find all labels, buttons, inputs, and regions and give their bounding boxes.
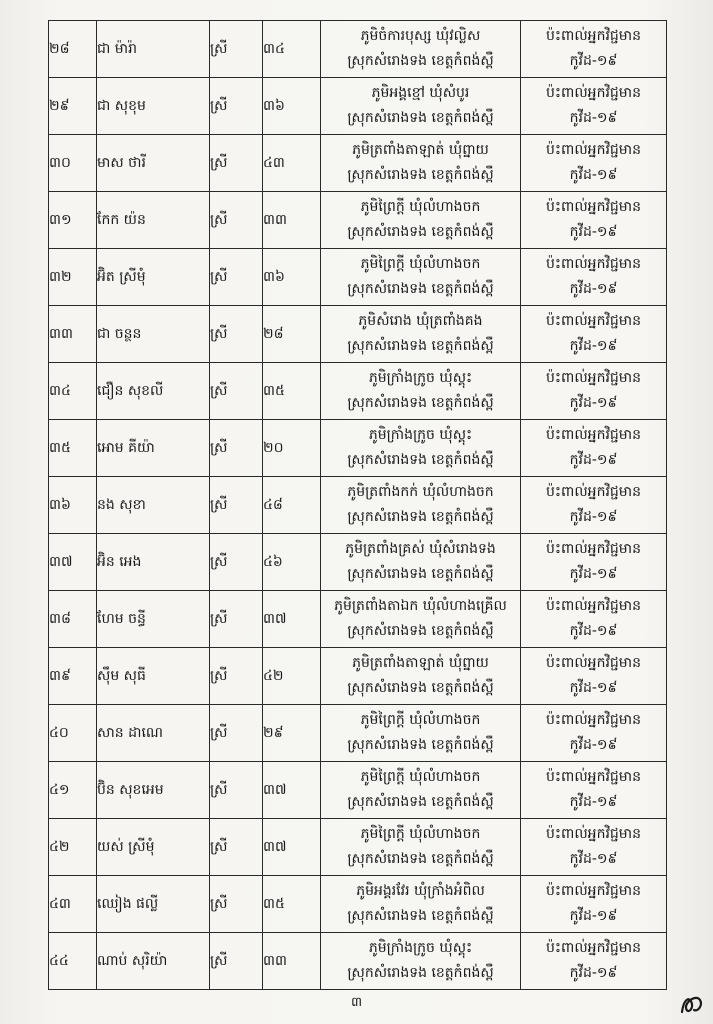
table-row — [49, 192, 667, 249]
status-cell — [521, 78, 667, 135]
row-number-cell: ២៨ — [49, 21, 97, 78]
status-cell — [521, 648, 667, 705]
sex-cell: ស្រី — [210, 135, 263, 192]
table-body — [49, 21, 667, 990]
address-cell — [321, 21, 521, 78]
name-cell: អ៊ិត ស្រីមុំ — [97, 249, 210, 306]
status-cell — [521, 534, 667, 591]
sex-cell: ស្រី — [210, 420, 263, 477]
case-list-table — [48, 20, 667, 990]
name-cell: ជឿន សុខលី — [97, 363, 210, 420]
address-district-province: ស្រុកសំរោងទង ខេត្តកំពង់ស្ពឺ — [347, 737, 494, 753]
name-cell: ជា សុខុម — [97, 78, 210, 135]
address-cell — [321, 306, 521, 363]
status-contact-text: ប៉ះពាល់អ្នកវិជ្ជមាន — [545, 199, 642, 215]
status-disease-text: កូវីដ-១៩ — [569, 794, 618, 810]
status-disease-text: កូវីដ-១៩ — [569, 908, 618, 924]
address-cell — [321, 819, 521, 876]
row-number-cell: ៣៣ — [49, 306, 97, 363]
status-cell — [521, 306, 667, 363]
address-district-province: ស្រុកសំរោងទង ខេត្តកំពង់ស្ពឺ — [347, 281, 494, 297]
status-disease-text: កូវីដ-១៩ — [569, 281, 618, 297]
address-district-province: ស្រុកសំរោងទង ខេត្តកំពង់ស្ពឺ — [347, 395, 494, 411]
status-cell — [521, 876, 667, 933]
address-village-commune: ភូមិព្រៃក្ដី ឃុំលំហាងចក — [360, 826, 481, 842]
status-contact-text: ប៉ះពាល់អ្នកវិជ្ជមាន — [545, 484, 642, 500]
sex-cell: ស្រី — [210, 876, 263, 933]
address-village-commune: ភូមិព្រៃក្ដី ឃុំលំហាងចក — [360, 256, 481, 272]
status-disease-text: កូវីដ-១៩ — [569, 338, 618, 354]
sex-cell: ស្រី — [210, 363, 263, 420]
table-row — [49, 591, 667, 648]
table-row — [49, 135, 667, 192]
status-cell — [521, 420, 667, 477]
address-village-commune: ភូមិសំរោង ឃុំត្រពាំងគង — [358, 313, 483, 329]
age-cell: ៣៦ — [263, 78, 321, 135]
status-contact-text: ប៉ះពាល់អ្នកវិជ្ជមាន — [545, 598, 642, 614]
sex-cell: ស្រី — [210, 249, 263, 306]
status-contact-text: ប៉ះពាល់អ្នកវិជ្ជមាន — [545, 769, 642, 785]
age-cell: ៣៧ — [263, 819, 321, 876]
status-cell — [521, 591, 667, 648]
age-cell: ៣៧ — [263, 762, 321, 819]
table-row — [49, 534, 667, 591]
row-number-cell: ៣៦ — [49, 477, 97, 534]
row-number-cell: ៣៤ — [49, 363, 97, 420]
status-cell — [521, 762, 667, 819]
name-cell: កែក យ៉ន — [97, 192, 210, 249]
status-disease-text: កូវីដ-១៩ — [569, 680, 618, 696]
age-cell: ៤៣ — [263, 135, 321, 192]
address-district-province: ស្រុកសំរោងទង ខេត្តកំពង់ស្ពឺ — [347, 509, 494, 525]
sex-cell: ស្រី — [210, 477, 263, 534]
sex-cell: ស្រី — [210, 534, 263, 591]
status-cell — [521, 477, 667, 534]
table-row — [49, 363, 667, 420]
status-contact-text: ប៉ះពាល់អ្នកវិជ្ជមាន — [545, 883, 642, 899]
address-cell — [321, 876, 521, 933]
address-district-province: ស្រុកសំរោងទង ខេត្តកំពង់ស្ពឺ — [347, 566, 494, 582]
sex-cell: ស្រី — [210, 819, 263, 876]
sex-cell: ស្រី — [210, 933, 263, 990]
name-cell: ហែម ចន្ធី — [97, 591, 210, 648]
status-contact-text: ប៉ះពាល់អ្នកវិជ្ជមាន — [545, 370, 642, 386]
table-row — [49, 249, 667, 306]
row-number-cell: ៤៣ — [49, 876, 97, 933]
address-cell — [321, 705, 521, 762]
status-contact-text: ប៉ះពាល់អ្នកវិជ្ជមាន — [545, 313, 642, 329]
address-cell — [321, 762, 521, 819]
row-number-cell: ៤១ — [49, 762, 97, 819]
status-cell — [521, 933, 667, 990]
name-cell: អោម គីយ៉ា — [97, 420, 210, 477]
table-row — [49, 21, 667, 78]
status-disease-text: កូវីដ-១៩ — [569, 452, 618, 468]
address-cell — [321, 78, 521, 135]
status-contact-text: ប៉ះពាល់អ្នកវិជ្ជមាន — [545, 256, 642, 272]
address-district-province: ស្រុកសំរោងទង ខេត្តកំពង់ស្ពឺ — [347, 338, 494, 354]
age-cell: ៤៦ — [263, 534, 321, 591]
table-row — [49, 819, 667, 876]
row-number-cell: ៣២ — [49, 249, 97, 306]
sex-cell: ស្រី — [210, 21, 263, 78]
status-disease-text: កូវីដ-១៩ — [569, 167, 618, 183]
status-disease-text: កូវីដ-១៩ — [569, 53, 618, 69]
address-village-commune: ភូមិព្រៃក្ដី ឃុំលំហាងចក — [360, 769, 481, 785]
name-cell: ណាប់ សុរិយ៉ា — [97, 933, 210, 990]
table-row — [49, 306, 667, 363]
table-row — [49, 762, 667, 819]
age-cell: ៤៨ — [263, 477, 321, 534]
address-district-province: ស្រុកសំរោងទង ខេត្តកំពង់ស្ពឺ — [347, 794, 494, 810]
address-cell — [321, 933, 521, 990]
name-cell: ជា ម៉ារ៉ា — [97, 21, 210, 78]
row-number-cell: ៤៤ — [49, 933, 97, 990]
address-district-province: ស្រុកសំរោងទង ខេត្តកំពង់ស្ពឺ — [347, 110, 494, 126]
address-village-commune: ភូមិក្រាំងក្រូច ឃុំស្គុះ — [368, 427, 473, 443]
row-number-cell: ២៩ — [49, 78, 97, 135]
status-contact-text: ប៉ះពាល់អ្នកវិជ្ជមាន — [545, 85, 642, 101]
row-number-cell: ៣០ — [49, 135, 97, 192]
status-disease-text: កូវីដ-១៩ — [569, 623, 618, 639]
address-village-commune: ភូមិចំការបុស្ស ឃុំវល្លិស — [360, 28, 481, 44]
table-row — [49, 78, 667, 135]
sex-cell: ស្រី — [210, 591, 263, 648]
address-village-commune: ភូមិអង្គខ្មៅ ឃុំសំបូរ — [371, 85, 470, 101]
address-village-commune: ភូមិក្រាំងក្រូច ឃុំស្គុះ — [368, 940, 473, 956]
row-number-cell: ៣៩ — [49, 648, 97, 705]
status-disease-text: កូវីដ-១៩ — [569, 737, 618, 753]
status-contact-text: ប៉ះពាល់អ្នកវិជ្ជមាន — [545, 712, 642, 728]
status-contact-text: ប៉ះពាល់អ្នកវិជ្ជមាន — [545, 427, 642, 443]
address-village-commune: ភូមិត្រពាំងកក់ ឃុំលំហាងចក — [347, 484, 494, 500]
age-cell: ៣៤ — [263, 21, 321, 78]
status-disease-text: កូវីដ-១៩ — [569, 224, 618, 240]
address-district-province: ស្រុកសំរោងទង ខេត្តកំពង់ស្ពឺ — [347, 224, 494, 240]
status-contact-text: ប៉ះពាល់អ្នកវិជ្ជមាន — [545, 940, 642, 956]
row-number-cell: ៣៧ — [49, 534, 97, 591]
name-cell: មាស ថារី — [97, 135, 210, 192]
address-village-commune: ភូមិត្រពាំងតាឡាត់ ឃុំព្នាយ — [352, 142, 489, 158]
address-district-province: ស្រុកសំរោងទង ខេត្តកំពង់ស្ពឺ — [347, 452, 494, 468]
age-cell: ៣៣ — [263, 192, 321, 249]
address-village-commune: ភូមិត្រពាំងតាឯក ឃុំលំហាងគ្រើល — [334, 598, 507, 614]
age-cell: ៣៧ — [263, 591, 321, 648]
table-row — [49, 420, 667, 477]
sex-cell: ស្រី — [210, 78, 263, 135]
status-contact-text: ប៉ះពាល់អ្នកវិជ្ជមាន — [545, 142, 642, 158]
age-cell: ៣៣ — [263, 933, 321, 990]
name-cell: ប៊ិន សុខអេម — [97, 762, 210, 819]
status-cell — [521, 135, 667, 192]
sex-cell: ស្រី — [210, 306, 263, 363]
name-cell: នង សុខា — [97, 477, 210, 534]
address-village-commune: ភូមិព្រៃក្ដី ឃុំលំហាងចក — [360, 712, 481, 728]
status-cell — [521, 192, 667, 249]
address-district-province: ស្រុកសំរោងទង ខេត្តកំពង់ស្ពឺ — [347, 908, 494, 924]
address-district-province: ស្រុកសំរោងទង ខេត្តកំពង់ស្ពឺ — [347, 680, 494, 696]
row-number-cell: ៣១ — [49, 192, 97, 249]
address-cell — [321, 192, 521, 249]
address-district-province: ស្រុកសំរោងទង ខេត្តកំពង់ស្ពឺ — [347, 53, 494, 69]
name-cell: សាន ដាណេ — [97, 705, 210, 762]
table-row — [49, 705, 667, 762]
address-village-commune: ភូមិក្រាំងក្រូច ឃុំស្គុះ — [368, 370, 473, 386]
address-cell — [321, 477, 521, 534]
name-cell: យស់ ស្រីមុំ — [97, 819, 210, 876]
address-village-commune: ភូមិអង្គរវែរ ឃុំក្រាំងអំពិល — [356, 883, 485, 899]
status-cell — [521, 363, 667, 420]
status-disease-text: កូវីដ-១៩ — [569, 110, 618, 126]
status-cell — [521, 21, 667, 78]
age-cell: ៣៥ — [263, 876, 321, 933]
status-disease-text: កូវីដ-១៩ — [569, 851, 618, 867]
address-district-province: ស្រុកសំរោងទង ខេត្តកំពង់ស្ពឺ — [347, 965, 494, 981]
row-number-cell: ៣៨ — [49, 591, 97, 648]
row-number-cell: ៤២ — [49, 819, 97, 876]
table-row — [49, 648, 667, 705]
status-contact-text: ប៉ះពាល់អ្នកវិជ្ជមាន — [545, 826, 642, 842]
address-district-province: ស្រុកសំរោងទង ខេត្តកំពង់ស្ពឺ — [347, 167, 494, 183]
table-row — [49, 933, 667, 990]
address-village-commune: ភូមិព្រៃក្ដី ឃុំលំហាងចក — [360, 199, 481, 215]
age-cell: ២៩ — [263, 705, 321, 762]
row-number-cell: ៤០ — [49, 705, 97, 762]
table-row — [49, 876, 667, 933]
age-cell: ៤២ — [263, 648, 321, 705]
name-cell: ជា ចន្ថន — [97, 306, 210, 363]
age-cell: ៣៦ — [263, 249, 321, 306]
status-contact-text: ប៉ះពាល់អ្នកវិជ្ជមាន — [545, 28, 642, 44]
name-cell: ស៊ឹម សុធី — [97, 648, 210, 705]
status-disease-text: កូវីដ-១៩ — [569, 965, 618, 981]
status-cell — [521, 819, 667, 876]
status-cell — [521, 705, 667, 762]
status-contact-text: ប៉ះពាល់អ្នកវិជ្ជមាន — [545, 655, 642, 671]
row-number-cell: ៣៥ — [49, 420, 97, 477]
address-cell — [321, 420, 521, 477]
age-cell: ២០ — [263, 420, 321, 477]
name-cell: ឈៀង ផល្លី — [97, 876, 210, 933]
status-cell — [521, 249, 667, 306]
sex-cell: ស្រី — [210, 705, 263, 762]
page-number: ៣ — [350, 995, 363, 1010]
handwritten-initial-mark — [678, 990, 706, 1018]
status-disease-text: កូវីដ-១៩ — [569, 509, 618, 525]
address-district-province: ស្រុកសំរោងទង ខេត្តកំពង់ស្ពឺ — [347, 851, 494, 867]
address-village-commune: ភូមិត្រពាំងតាឡាត់ ឃុំព្នាយ — [352, 655, 489, 671]
name-cell: អ៊ិន អេង — [97, 534, 210, 591]
address-cell — [321, 534, 521, 591]
age-cell: ២៨ — [263, 306, 321, 363]
sex-cell: ស្រី — [210, 192, 263, 249]
age-cell: ៣៥ — [263, 363, 321, 420]
sex-cell: ស្រី — [210, 762, 263, 819]
address-village-commune: ភូមិត្រពាំងគ្រស់ ឃុំសំរោងទង — [345, 541, 496, 557]
status-disease-text: កូវីដ-១៩ — [569, 395, 618, 411]
status-contact-text: ប៉ះពាល់អ្នកវិជ្ជមាន — [545, 541, 642, 557]
address-cell — [321, 363, 521, 420]
address-cell — [321, 591, 521, 648]
address-cell — [321, 135, 521, 192]
sex-cell: ស្រី — [210, 648, 263, 705]
table-row — [49, 477, 667, 534]
address-cell — [321, 249, 521, 306]
address-district-province: ស្រុកសំរោងទង ខេត្តកំពង់ស្ពឺ — [347, 623, 494, 639]
address-cell — [321, 648, 521, 705]
status-disease-text: កូវីដ-១៩ — [569, 566, 618, 582]
